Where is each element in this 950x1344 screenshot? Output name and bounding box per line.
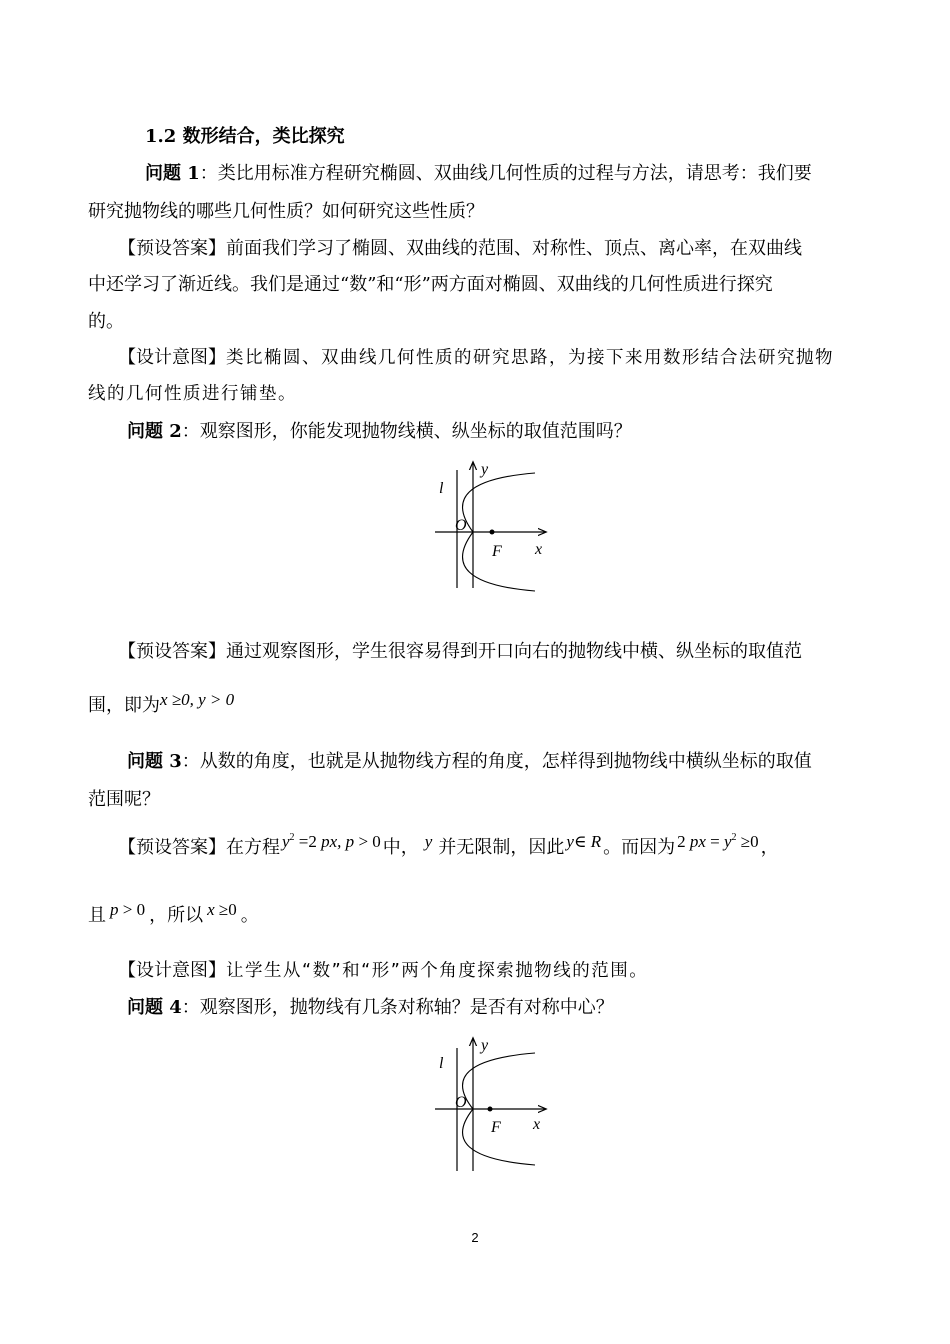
answer-3-text-2: 中， xyxy=(382,837,419,858)
question-2-label: 问题 2 xyxy=(127,421,182,442)
question-3-text-1: ：从数的角度，也就是从抛物线方程的角度，怎样得到抛物线中横纵坐标的取值 xyxy=(181,751,812,772)
answer-2-line-1: 通过观察图形，学生很容易得到开口向右的抛物线中横、纵坐标的取值范 xyxy=(226,641,802,662)
answer-3-math-x: x ≥0 xyxy=(207,900,237,919)
section-title: 1.2 数形结合，类比探究 xyxy=(145,126,345,147)
design-intent-1-line-1: 类比椭圆、双曲线几何性质的研究思路，为接下来用数形结合法研究抛物 xyxy=(226,348,834,368)
design-intent-2-label: 【设计意图】 xyxy=(118,960,226,981)
x-axis-label: x xyxy=(533,1116,541,1133)
answer-3-text-4: 。而因为 xyxy=(603,837,676,858)
question-1-text-1: ：类比用标准方程研究椭圆、双曲线几何性质的过程与方法，请思考：我们要 xyxy=(199,163,812,184)
answer-1-line-2: 中还学习了渐近线。我们是通过“数”和“形”两方面对椭圆、双曲线的几何性质进行探究 xyxy=(88,274,773,295)
answer-3-text-5: ， xyxy=(760,837,779,858)
answer-1-line-3: 的。 xyxy=(88,311,124,332)
question-4-text: ：观察图形，抛物线有几条对称轴？是否有对称中心？ xyxy=(181,997,614,1018)
directrix-label: l xyxy=(439,1055,444,1072)
question-4 xyxy=(127,997,614,1019)
answer-3-line-1 xyxy=(118,833,779,859)
design-intent-1-label: 【设计意图】 xyxy=(118,347,226,368)
answer-1 xyxy=(118,238,802,260)
page-number: 2 xyxy=(471,1230,479,1245)
question-4-label: 问题 4 xyxy=(127,997,182,1018)
answer-1-label: 【预设答案】 xyxy=(118,238,226,259)
answer-3-text-7: ，所以 xyxy=(149,905,204,926)
design-intent-2-text: 让学生从“数”和“形”两个角度探索抛物线的范围。 xyxy=(226,961,649,981)
question-1-label: 问题 1 xyxy=(145,163,200,184)
answer-3-math-y-in-r: y∈ R xyxy=(566,832,602,851)
design-intent-1 xyxy=(118,347,834,369)
answer-2-label: 【预设答案】 xyxy=(118,641,226,662)
parabola-figure-2 xyxy=(425,1033,555,1173)
design-intent-2 xyxy=(118,960,648,982)
answer-3-math-inequality: 2 px = $y^2 \ge 0$ xyxy=(677,832,759,851)
y-axis-label: y xyxy=(481,461,489,478)
y-axis-label: y xyxy=(481,1037,489,1054)
parabola-figure-1 xyxy=(425,455,555,595)
origin-label: O xyxy=(455,1094,467,1111)
x-axis-label: x xyxy=(535,541,543,558)
focus-label: F xyxy=(491,1119,501,1136)
question-3-text-2: 范围呢？ xyxy=(88,789,160,810)
focus-point xyxy=(488,1107,493,1112)
focus-point xyxy=(490,530,495,535)
answer-3-math-p: p > 0 xyxy=(110,900,146,919)
question-1 xyxy=(145,163,812,185)
answer-2-prefix: 围，即为 xyxy=(88,695,160,716)
answer-1-line-1: 前面我们学习了椭圆、双曲线的范围、对称性、顶点、离心率，在双曲线 xyxy=(226,238,802,259)
answer-3-math-equation: $y^2 =2$ px, p > 0 xyxy=(282,832,381,851)
answer-3-text-1: 在方程 xyxy=(226,837,280,858)
answer-2-math: x ≥0, y > 0 xyxy=(160,690,235,709)
question-2 xyxy=(127,421,632,443)
answer-3-text-6: 且 xyxy=(88,905,106,926)
answer-2-line-2 xyxy=(88,690,235,717)
answer-3-math-y: y xyxy=(424,832,433,851)
question-2-text: ：观察图形，你能发现抛物线横、纵坐标的取值范围吗？ xyxy=(181,421,632,442)
answer-3-label: 【预设答案】 xyxy=(118,837,226,858)
question-1-text-2: 研究抛物线的哪些几何性质？如何研究这些性质？ xyxy=(88,201,484,222)
answer-3-text-8: 。 xyxy=(240,905,259,926)
question-3-label: 问题 3 xyxy=(127,751,182,772)
answer-3-line-2 xyxy=(88,900,259,927)
question-3 xyxy=(127,751,812,773)
design-intent-1-line-2: 线的几何性质进行铺垫。 xyxy=(88,384,297,404)
answer-3-text-3: 并无限制，因此 xyxy=(438,837,565,858)
focus-label: F xyxy=(492,543,502,560)
origin-label: O xyxy=(455,517,467,534)
directrix-label: l xyxy=(439,480,444,497)
answer-2 xyxy=(118,641,802,663)
